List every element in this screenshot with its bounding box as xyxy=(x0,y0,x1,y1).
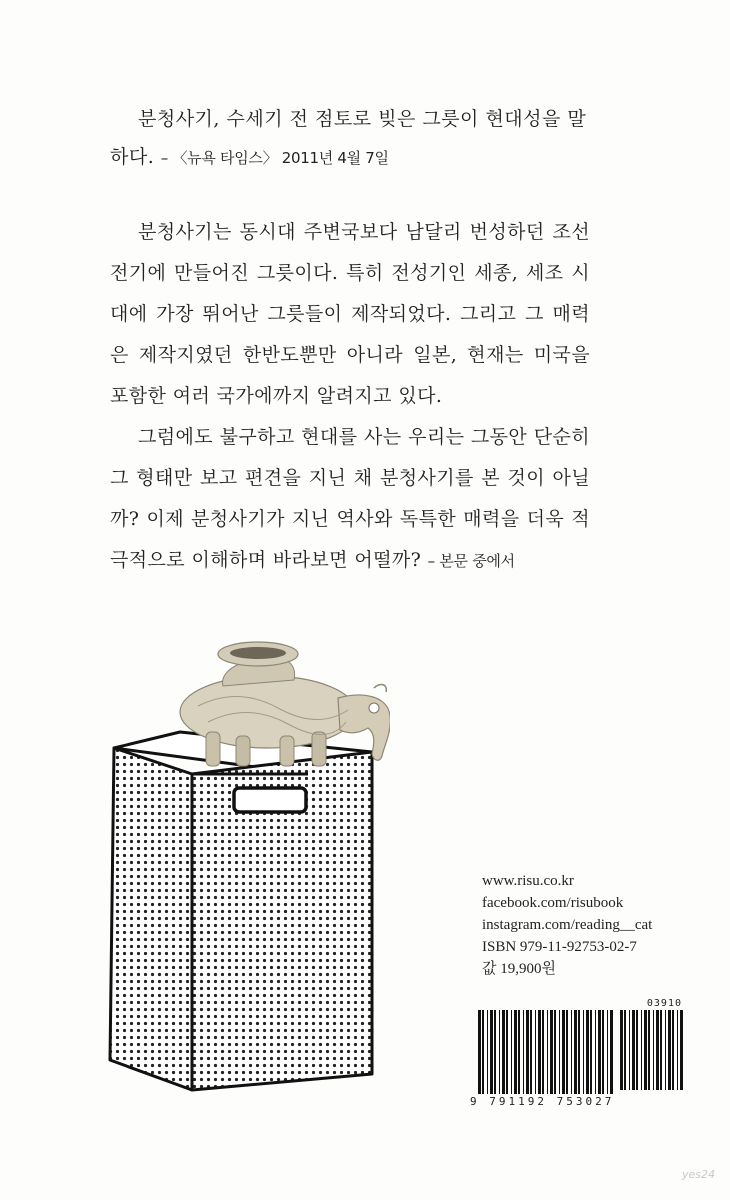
barcode-bar xyxy=(494,1010,496,1094)
barcode-bar xyxy=(680,1010,683,1090)
pedestal-illustration xyxy=(100,628,390,1098)
blurb xyxy=(110,212,590,582)
barcode-bar xyxy=(598,1010,601,1094)
barcode-bar xyxy=(487,1010,488,1094)
publisher-info xyxy=(482,870,652,980)
barcode-bar xyxy=(574,1010,577,1094)
barcode-bar xyxy=(571,1010,572,1094)
barcode-bar xyxy=(660,1010,662,1090)
barcode-bar xyxy=(514,1010,517,1094)
facebook: facebook.com/risubook xyxy=(482,895,624,911)
barcode-bar xyxy=(547,1010,548,1094)
cover-quote xyxy=(110,100,590,177)
barcode-bar xyxy=(562,1010,565,1094)
barcode-addon: 03910 xyxy=(646,998,682,1009)
blurb-paragraph-1: 분청사기는 동시대 주변국보다 남달리 번성하던 조선 전기에 만들어진 그릇이다. 특히 전성기인 세종, 세조 시대에 가장 뛰어난 그릇들이 제작되었다. 그리고 그 매력은 제작지였던 한반도뿐만 아니라 일본, 현재는 미국을 포함한 여러 국가에까지 알려지고 있다. xyxy=(110,221,590,407)
barcode-bar xyxy=(602,1010,604,1094)
barcode-bar xyxy=(482,1010,484,1094)
barcode-bar xyxy=(653,1010,654,1090)
barcode-bar xyxy=(542,1010,544,1094)
barcode-bar xyxy=(607,1010,608,1094)
barcode-bar xyxy=(636,1010,638,1090)
barcode-bar xyxy=(620,1010,623,1090)
barcode-bar xyxy=(578,1010,580,1094)
barcode-bar xyxy=(629,1010,630,1090)
blurb-paragraph-2: 그럼에도 불구하고 현대를 사는 우리는 그동안 단순히 그 형태만 보고 편견을 지닌 채 분청사기를 본 것이 아닐까? 이제 분청사기가 지닌 역사와 독특한 매력을 더욱 적극적으로 이해하며 바라보면 어떨까? – 본문 중에서 xyxy=(110,426,590,571)
barcode-bar xyxy=(672,1010,674,1090)
barcode-bar xyxy=(632,1010,635,1090)
barcode-bar xyxy=(595,1010,596,1094)
barcode-number: 9 791192 753027 xyxy=(470,1095,615,1108)
barcode-bar xyxy=(550,1010,553,1094)
pedestal-handle xyxy=(234,788,306,812)
quote-source: – 〈뉴욕 타임스〉 2011년 4월 7일 xyxy=(160,149,389,167)
barcode-bar xyxy=(554,1010,556,1094)
barcode-bar xyxy=(530,1010,532,1094)
website: www.risu.co.kr xyxy=(482,873,574,889)
barcode xyxy=(470,998,690,1108)
barcode-bar xyxy=(677,1010,678,1090)
barcode-bar xyxy=(586,1010,589,1094)
price: 값 19,900원 xyxy=(482,961,556,977)
barcode-bar xyxy=(478,1010,481,1094)
watermark: yes24 xyxy=(682,1168,716,1181)
barcode-bar xyxy=(502,1010,505,1094)
barcode-bar xyxy=(610,1010,613,1094)
pedestal-front xyxy=(110,748,192,1090)
barcode-bar xyxy=(518,1010,520,1094)
barcode-bar xyxy=(506,1010,508,1094)
barcode-bar xyxy=(559,1010,560,1094)
barcode-bar xyxy=(590,1010,592,1094)
instagram: instagram.com/reading__cat xyxy=(482,917,653,933)
barcode-bar xyxy=(535,1010,536,1094)
barcode-bar xyxy=(668,1010,671,1090)
ceramic-vessel xyxy=(180,642,390,766)
barcode-bar xyxy=(566,1010,568,1094)
barcode-bar xyxy=(490,1010,493,1094)
blurb-source: – 본문 중에서 xyxy=(427,552,515,570)
barcode-bar xyxy=(644,1010,647,1090)
barcode-bar xyxy=(624,1010,626,1090)
barcode-bar xyxy=(665,1010,666,1090)
barcode-bar xyxy=(583,1010,584,1094)
barcode-bar xyxy=(499,1010,500,1094)
barcode-bar xyxy=(526,1010,529,1094)
barcode-bars xyxy=(470,1010,690,1104)
barcode-bar xyxy=(511,1010,512,1094)
barcode-bar xyxy=(538,1010,541,1094)
barcode-bar xyxy=(656,1010,659,1090)
quote-text: 분청사기, 수세기 전 점토로 빚은 그릇이 현대성을 말하다. – 〈뉴욕 타임스〉 2011년 4월 7일 xyxy=(110,108,587,168)
isbn: ISBN 979-11-92753-02-7 xyxy=(482,939,637,955)
barcode-bar xyxy=(641,1010,642,1090)
barcode-bar xyxy=(523,1010,524,1094)
barcode-bar xyxy=(648,1010,650,1090)
